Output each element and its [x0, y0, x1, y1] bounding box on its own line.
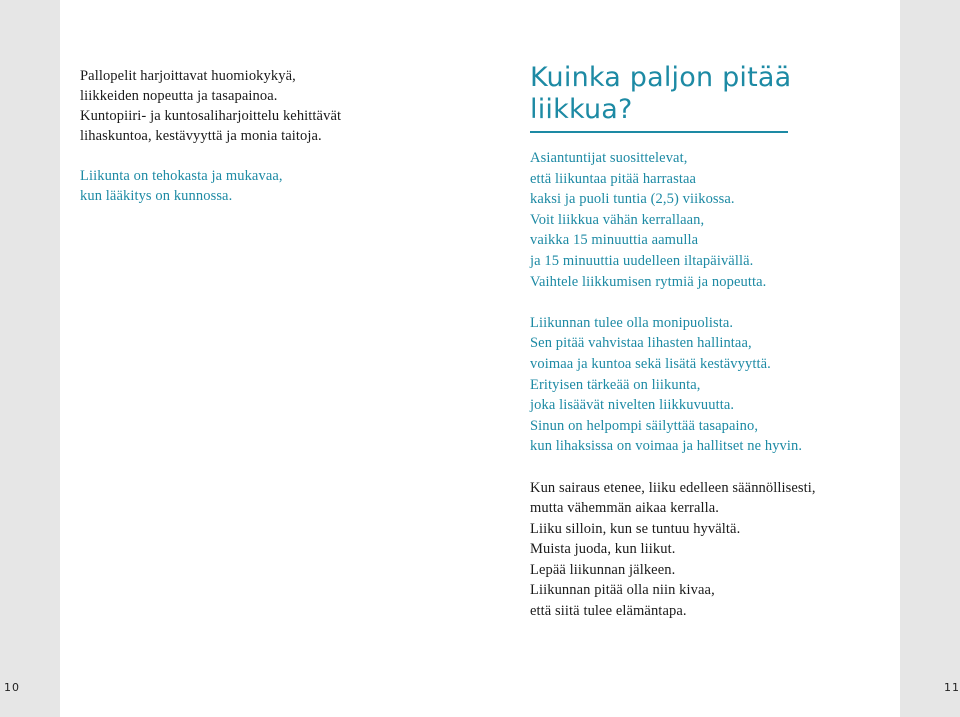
right-page [480, 0, 900, 717]
text-line: lihaskuntoa, kestävyyttä ja monia taitoja. [80, 128, 322, 144]
text-line: vaikka 15 minuuttia aamulla [530, 232, 699, 249]
paragraph-gap [530, 457, 890, 478]
text-line: Voit liikkua vähän kerrallaan, [530, 211, 705, 228]
page-number-left: 10 [4, 681, 20, 694]
text-line: Sen pitää vahvistaa lihasten hallintaa, [530, 335, 752, 352]
left-page [60, 0, 480, 717]
text-line: Asiantuntijat suosittelevat, [530, 150, 688, 166]
text-line: Vaihtele liikkumisen rytmiä ja nopeutta. [530, 273, 767, 290]
page-number-right: 11 [944, 681, 960, 694]
text-line: Liikunnan tulee olla monipuolista. [530, 314, 734, 331]
text-line: Sinun on helpompi säilyttää tasapaino, [530, 417, 759, 434]
text-line: Liiku silloin, kun se tuntuu hyvältä. [530, 520, 741, 537]
heading-divider [530, 131, 788, 133]
text-line: Kun sairaus etenee, liiku edelleen säännöllisesti, [530, 479, 816, 496]
paragraph-gap [530, 292, 890, 313]
text-line: kun lihaksissa on voimaa ja hallitset ne hyvin. [530, 438, 803, 455]
text-line: Erityisen tärkeää on liikunta, [530, 376, 701, 393]
highlight-line: Liikunta on tehokasta ja mukavaa, [80, 168, 283, 184]
text-line: Liikunnan pitää olla niin kivaa, [530, 582, 715, 599]
text-line: Muista juoda, kun liikut. [530, 541, 676, 558]
advice-paragraph [530, 478, 890, 622]
right-text-block [530, 148, 890, 622]
text-line: että siitä tulee elämäntapa. [530, 603, 687, 620]
intro-paragraph [80, 66, 460, 146]
left-text-block [80, 66, 460, 226]
variety-paragraph [530, 313, 890, 457]
text-line: että liikuntaa pitää harrastaa [530, 170, 697, 187]
text-line: Lepää liikunnan jälkeen. [530, 561, 676, 578]
highlight-line: kun lääkitys on kunnossa. [80, 188, 233, 204]
text-line: mutta vähemmän aikaa kerralla. [530, 500, 719, 517]
text-line: liikkeiden nopeutta ja tasapainoa. [80, 88, 278, 104]
text-line: kaksi ja puoli tuntia (2,5) viikossa. [530, 191, 735, 208]
text-line: joka lisäävät nivelten liikkuvuutta. [530, 397, 735, 414]
text-line: Kuntopiiri- ja kuntosaliharjoittelu kehittävät [80, 108, 342, 124]
text-line: ja 15 minuuttia uudelleen iltapäivällä. [530, 252, 754, 269]
recommendation-paragraph [530, 148, 890, 292]
highlight-paragraph [80, 166, 460, 206]
page-title: Kuinka paljon pitää liikkua? [530, 62, 792, 125]
text-line: Pallopelit harjoittavat huomiokykyä, [80, 68, 296, 84]
text-line: voimaa ja kuntoa sekä lisätä kestävyyttä. [530, 355, 771, 372]
